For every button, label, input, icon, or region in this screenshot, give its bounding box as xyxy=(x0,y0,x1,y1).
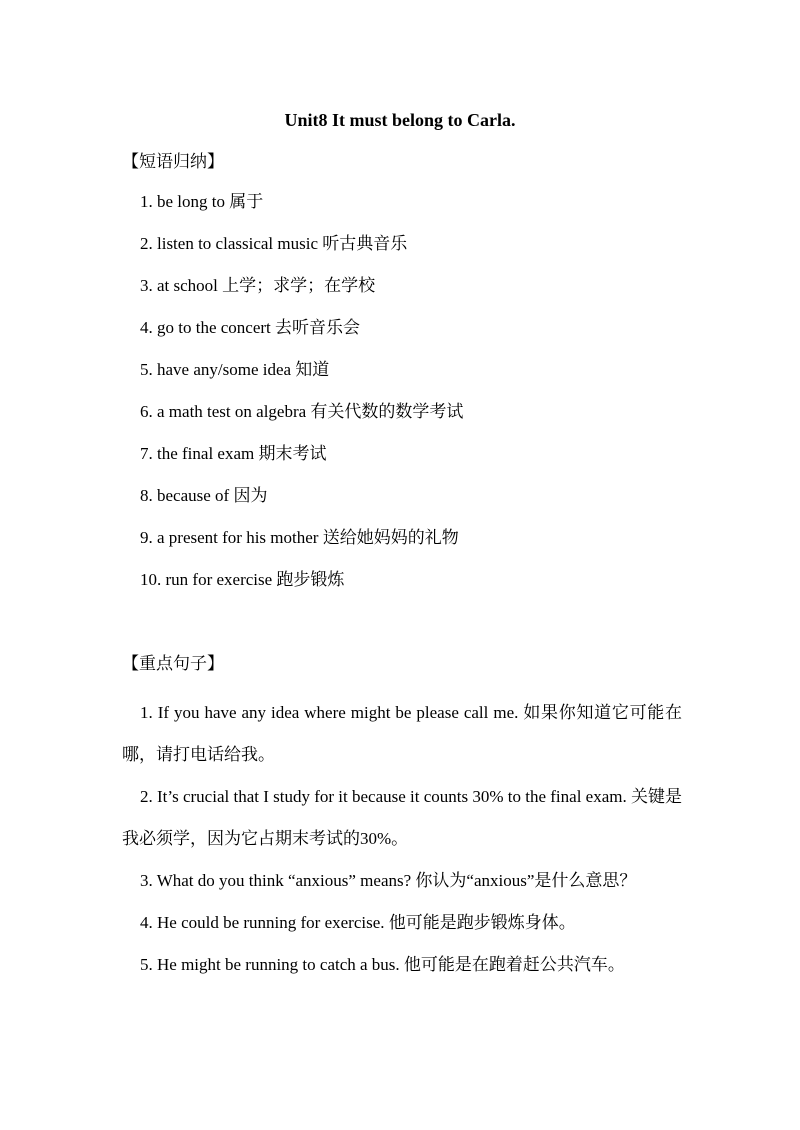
sentence-item: 5. He might be running to catch a bus. 他可能是在跑着赶公共汽车。 xyxy=(140,955,625,974)
document-title: Unit8 It must belong to Carla. xyxy=(284,110,516,130)
sentence-item: 1. If you have any idea where might be please call me. 如果你知道它可能在哪，请打电话给我。 xyxy=(122,703,682,764)
phrase-item: 1. be long to 属于 xyxy=(140,192,264,211)
sentence-item: 4. He could be running for exercise. 他可能是跑步锻炼身体。 xyxy=(140,913,576,932)
sentence-item: 2. It’s crucial that I study for it because it counts 30% to the final exam. 关键是我必须学，因为它占期末考试的30%。 xyxy=(122,787,682,848)
phrase-item: 9. a present for his mother 送给她妈妈的礼物 xyxy=(140,528,459,547)
phrase-list xyxy=(140,190,463,610)
phrase-item: 7. the final exam 期末考试 xyxy=(140,444,327,463)
phrase-item: 6. a math test on algebra 有关代数的数学考试 xyxy=(140,402,464,421)
phrase-item: 2. listen to classical music 听古典音乐 xyxy=(140,234,408,253)
phrases-heading: 【短语归纳】 xyxy=(122,152,224,171)
sentence-item: 3. What do you think “anxious” means? 你认为“anxious”是什么意思？ xyxy=(140,871,637,890)
phrase-item: 3. at school 上学；求学；在学校 xyxy=(140,276,376,295)
phrase-item: 8. because of 因为 xyxy=(140,486,268,505)
phrase-item: 10. run for exercise 跑步锻炼 xyxy=(140,570,345,589)
phrase-item: 5. have any/some idea 知道 xyxy=(140,360,330,379)
sentence-list xyxy=(122,692,682,986)
phrase-item: 4. go to the concert 去听音乐会 xyxy=(140,318,361,337)
sentences-heading: 【重点句子】 xyxy=(122,654,224,673)
